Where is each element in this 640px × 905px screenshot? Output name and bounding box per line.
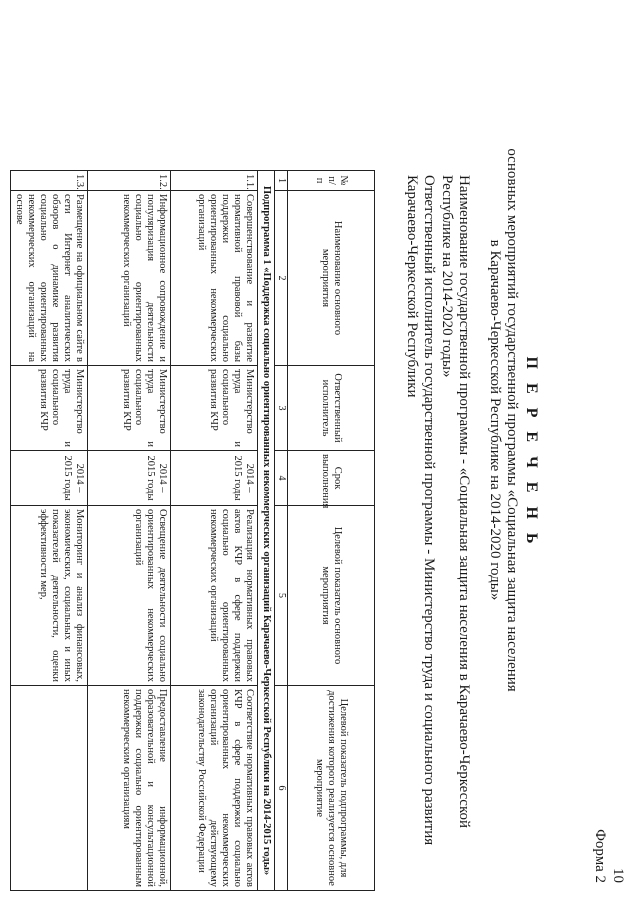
responsible-executor: Ответственный исполнитель государственной программы - Министерство труда и социального развития Карачаево-Черкесской Республики bbox=[404, 175, 437, 846]
page-number: 10 bbox=[610, 868, 626, 883]
activity-term: 2014 – 2015 годы bbox=[171, 451, 258, 506]
activity-indicator: Мониторинг и анализ финансовых, экономических, социальных и иных показателей деятельности, оценки эффективности мер, bbox=[11, 506, 88, 686]
header-cell-executor: Ответственный исполнитель bbox=[288, 366, 375, 451]
table-header-row bbox=[288, 171, 375, 891]
activity-name: Совершенствование и развитие нормативной правовой базы поддержки социально ориентированных некоммерческих организаций bbox=[171, 191, 258, 366]
document-subtitle bbox=[486, 140, 520, 700]
column-number: 1 bbox=[275, 171, 288, 191]
activity-indicator: Реализация нормативных правовых актов КЧР в сфере поддержки социально ориентированных некоммерческих организаций bbox=[171, 506, 258, 686]
subprogram-title: Подпрограмма 1 «Поддержка социально ориентированных некоммерческих организаций Карачаево-Черкесской Республики на 2014-2015 годы» bbox=[258, 171, 275, 891]
activity-term: 2014 – 2015 годы bbox=[11, 451, 88, 506]
activity-target: Предоставление информационной, образовательной и консультационной поддержки социально ориентированным некоммерческим организациям bbox=[88, 686, 171, 891]
activity-name: Размещение на официальном сайте в сети Интернет аналитических обзоров о динамике развития социально ориентированных некоммерческих организаций на основе bbox=[11, 191, 88, 366]
activity-executor: Министерство труда и социального развития КЧР bbox=[11, 366, 88, 451]
table-row bbox=[88, 171, 171, 891]
column-number: 5 bbox=[275, 506, 288, 686]
header-cell-name: Наименование основного мероприятия bbox=[288, 191, 375, 366]
header-cell-target: Целевой показатель подпрограммы, для достижения которого реализуется основное мероприятие bbox=[288, 686, 375, 891]
activity-executor: Министерство труда и социального развития КЧР bbox=[171, 366, 258, 451]
table-row bbox=[171, 171, 258, 891]
activity-target: Соответствие нормативных правовых актов КЧР в сфере поддержки социально ориентированных некоммерческих организаций действующему законодательству Российской Федерации bbox=[171, 686, 258, 891]
subprogram-row bbox=[258, 171, 275, 891]
activity-target bbox=[11, 686, 88, 891]
document-title: П Е Р Е Ч Е Н Ь bbox=[523, 356, 540, 549]
table-row bbox=[11, 171, 88, 891]
activities-table bbox=[10, 170, 375, 891]
activity-executor: Министерство труда и социального развития КЧР bbox=[88, 366, 171, 451]
row-number: 1.2. bbox=[88, 171, 171, 191]
header-cell-indicator: Целевой показатель основного мероприятия bbox=[288, 506, 375, 686]
activity-name: Информационное сопровождение и популяризация деятельности социально ориентированных некоммерческих организаций bbox=[88, 191, 171, 366]
column-number: 6 bbox=[275, 686, 288, 891]
activity-term: 2014 – 2015 годы bbox=[88, 451, 171, 506]
column-number: 2 bbox=[275, 191, 288, 366]
column-number: 3 bbox=[275, 366, 288, 451]
header-cell-number: № п/п bbox=[288, 171, 375, 191]
row-number: 1.3. bbox=[11, 171, 88, 191]
column-number-row bbox=[275, 171, 288, 891]
form-label: Форма 2 bbox=[592, 829, 608, 883]
program-name: Наименование государственной программы - «Социальная защита населения в Карачаево-Черкесской Республике на 2014-2020 годы» bbox=[439, 175, 472, 829]
subtitle-line-2: в Карачаево-Черкесской Республике на 2014-2020 годы» bbox=[487, 239, 503, 601]
subtitle-line-1: основных мероприятий государственной программы «Социальная защита населения bbox=[504, 148, 520, 692]
column-number: 4 bbox=[275, 451, 288, 506]
row-number: 1.1. bbox=[171, 171, 258, 191]
header-cell-term: Срок выполнения bbox=[288, 451, 375, 506]
activity-indicator: Освещение деятельности социально ориентированных некоммерческих организаций bbox=[88, 506, 171, 686]
